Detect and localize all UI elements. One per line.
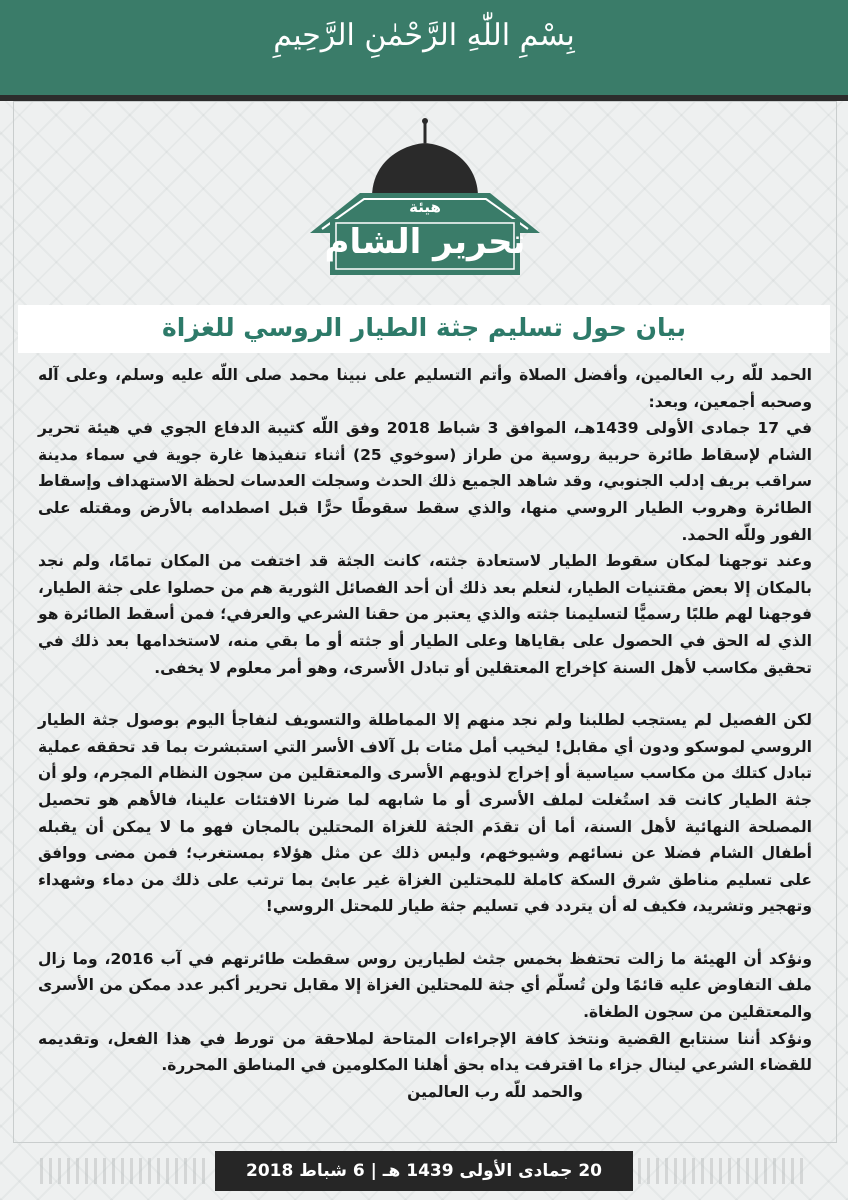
closing-line: والحمد للّه رب العالمين bbox=[407, 1082, 583, 1101]
paragraph-follow-up: ونؤكد أننا سنتابع القضية ونتخذ كافة الإجراءات المتاحة لملاحقة من تورط في هذا الفعل، وتقديمه للقضاء الشرعي لينال جزاء ما اقترفت يداه بحق أهلنا المكلومين في المناطق المحررة. bbox=[38, 1029, 812, 1075]
paragraph-event: في 17 جمادى الأولى 1439هـ، الموافق 3 شباط 2018 وفق اللّه كتيبة الدفاع الجوي في هيئة تحرير الشام لإسقاط طائرة حربية روسية من طراز (سوخوي 25) أثناء تنفيذها غارة جوية في سماء مدينة سراقب بريف إدلب الجنوبي، وقد شاهد الجميع ذلك الحدث وسجلت العدسات لحظة الاستهداف وإسقاط الطائرة وهروب الطيار الروسي منها، والذي سقط سقوطًا حرًّا قبل اصطدامه بالأرض ومقتله على الفور وللّه الحمد. bbox=[38, 419, 813, 544]
logo-main-text: تحرير الشام bbox=[324, 222, 526, 262]
header-band bbox=[0, 0, 848, 101]
footer-date-bar bbox=[215, 1151, 633, 1191]
paragraph-spacer bbox=[38, 681, 812, 707]
basmala-calligraphy: بِسْمِ اللّٰهِ الرَّحْمٰنِ الرَّحِيمِ bbox=[273, 18, 575, 53]
paragraph-spacer bbox=[38, 920, 812, 946]
paragraph-body-search: وعند توجهنا لمكان سقوط الطيار لاستعادة جثته، كانت الجثة قد اختفت من المكان تمامًا، ولم نجد بالمكان إلا بعض مقتنيات الطيار، لنعلم بعد ذلك أن أحد الفصائل الثورية هم من حصلوا على جثة الطيار، فوجهنا لهم طلبًا رسميًّا لتسليمنا جثته والذي يعتبر من حقنا الشرعي والعرفي؛ فمن أسقط الطائرة هو الذي له الحق في الحصول على بقاياها وعلى الطيار أو جثته أو ما بقي منه، لاستخدامها بعد ذلك في تحقيق مكاسب لأهل السنة كإخراج المعتقلين أو تبادل الأسرى، وهو أمر معلوم لا يخفى. bbox=[38, 552, 812, 677]
title-bar bbox=[18, 305, 830, 353]
organization-logo bbox=[300, 115, 550, 295]
paragraph-affirmation: ونؤكد أن الهيئة ما زالت تحتفظ بخمس جثث لطيارين روس سقطت طائرتهم في آب 2016، وما زال ملف التفاوض عليه قائمًا ولن تُسلّم أي جثة للمحتلين الغزاة إلا مقابل تحرير أكبر عدد ممكن من الأسرى والمعتقلين من سجون الطغاة. bbox=[38, 949, 813, 1022]
paragraph-intro: الحمد للّه رب العالمين، وأفضل الصلاة وأتم التسليم على نبينا محمد صلى اللّه عليه وسلم، وعلى آله وصحبه أجمعين، وبعد: bbox=[38, 366, 812, 411]
paragraph-criticism: لكن الفصيل لم يستجب لطلبنا ولم نجد منهم إلا المماطلة والتسويف لنفاجأ اليوم بوصول جثة الطيار الروسي لموسكو ودون أي مقابل! ليخيب أمل مئات بل آلاف الأسر التي استبشرت بما قد تحققه عملية تبادل كتلك من مكاسب سياسية أو إخراج لذويهم الأسرى والمعتقلين من سجون النظام المجرم، ولو أن جثة الطيار كانت قد استُغلت لملف الأسرى أو ما شابهه لما ضرنا الافتئات علينا، فالأهم هو تحصيل المصلحة النهائية لأهل السنة، أما أن تقدَم الجثة للغزاة المحتلين بالمجان فهو ما لا يمكن أن يقبله أطفال الشام فضلا عن نسائهم وشيوخهم، وليس ذلك عن مثل هؤلاء بمستغرب؛ فمن مضى ووافق على تسليم مناطق شرق السكة كاملة للمحتلين الغزاة غير عابئ بما ترتب على ذلك من دماء وشهداء وتهجير وتشريد، فكيف له أن يتردد في تسليم جثة طيار للمحتل الروسي! bbox=[38, 711, 812, 916]
footer-ornament-right bbox=[638, 1158, 808, 1184]
logo-small-text: هيئة bbox=[409, 198, 441, 216]
footer-ornament-left bbox=[40, 1158, 210, 1184]
statement-body bbox=[38, 362, 812, 1132]
statement-title: بيان حول تسليم جثة الطيار الروسي للغزاة bbox=[162, 313, 686, 342]
footer-date: 20 جمادى الأولى 1439 هـ | 6 شباط 2018 bbox=[245, 1161, 602, 1181]
